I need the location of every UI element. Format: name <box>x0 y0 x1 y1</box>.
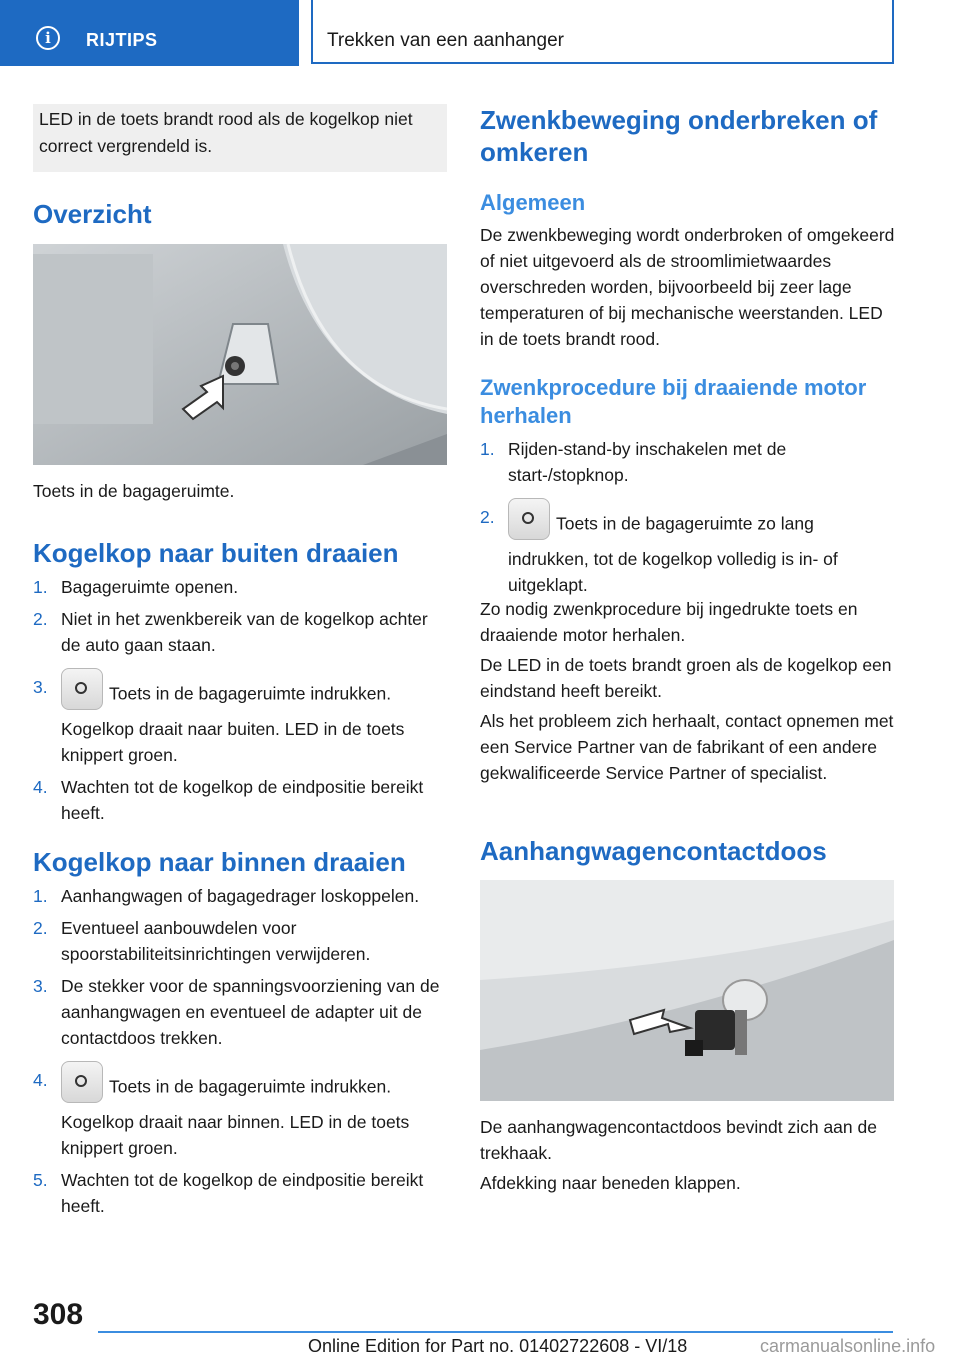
trailer-hitch-button-icon <box>61 1061 103 1103</box>
chapter-label: Trekken van een aanhanger <box>327 30 564 51</box>
heading-contactdoos: Aanhangwagencontactdoos <box>480 836 827 866</box>
heading-overzicht: Overzicht <box>33 199 152 229</box>
steps-repeat <box>480 436 896 604</box>
caption-trunk-button: Toets in de bagageruimte. <box>33 481 235 501</box>
warning-note: LED in de toets brandt rood als de kogelkop niet correct vergrendeld is. <box>33 104 447 172</box>
trunk-button-image <box>33 244 447 465</box>
list-item: 2. Toets in de bagageruimte zo lang indrukken, tot de kogelkop volledig is in- of uitgeklapt. <box>480 494 896 598</box>
heading-algemeen: Algemeen <box>480 190 586 215</box>
list-item: 1. Aanhangwagen of bagagedrager loskoppelen. <box>33 886 420 906</box>
chapter-tab <box>311 0 894 64</box>
list-item: 1. Rijden-stand-by inschakelen met de start-/stopknop. <box>480 439 787 485</box>
list-item: 2. Eventueel aanbouwdelen voor spoorstabiliteitsinrichtingen verwijderen. <box>33 918 371 964</box>
list-item: 3. Toets in de bagageruimte indrukken. Kogelkop draait naar buiten. LED in de toets knippert groen. <box>33 664 447 768</box>
watermark: carmanualsonline.info <box>760 1336 936 1356</box>
list-item: 5. Wachten tot de kogelkop de eindpositie bereikt heeft. <box>33 1170 424 1216</box>
page-header <box>0 0 960 66</box>
socket-p1: De aanhangwagencontactdoos bevindt zich aan de trekhaak. <box>480 1117 877 1163</box>
trailer-hitch-button-icon <box>508 498 550 540</box>
repeat-p3: Als het probleem zich herhaalt, contact opnemen met een Service Partner van de fabrikant of een andere gekwalificeerde Service Partner of specialist. <box>480 711 894 783</box>
heading-kogelkop-buiten: Kogelkop naar buiten draaien <box>33 538 399 568</box>
photo-trunk-button <box>33 244 447 465</box>
list-item: 1. Bagageruimte openen. <box>33 577 239 597</box>
heading-zwenkbeweging: Zwenkbeweging onderbreken of omkeren <box>480 105 878 167</box>
info-icon: i <box>36 26 60 50</box>
trailer-hitch-button-icon <box>61 668 103 710</box>
steps-out <box>33 574 447 832</box>
list-item: 4. Wachten tot de kogelkop de eindpositie bereikt heeft. <box>33 777 424 823</box>
repeat-p2: De LED in de toets brandt groen als de kogelkop een eindstand heeft bereikt. <box>480 655 892 701</box>
photo-trailer-socket <box>480 880 894 1101</box>
section-label: RIJTIPS <box>86 30 158 50</box>
general-text: De zwenkbeweging wordt onderbroken of omgekeerd of niet uitgevoerd als de stroomlimietwaardes overschreden worden, bijvoorbeeld bij zeer lage temperaturen of bij mechanische weerstanden. LED in de toets brandt rood. <box>480 225 895 349</box>
list-item: 3. De stekker voor de spanningsvoorziening van de aanhangwagen en eventueel de adapter uit de contactdoos trekken. <box>33 976 440 1048</box>
page-number: 308 <box>33 1298 84 1331</box>
steps-in <box>33 883 447 1225</box>
heading-zwenkprocedure: Zwenkprocedure bij draaiende motor herhalen <box>480 375 867 428</box>
heading-kogelkop-binnen: Kogelkop naar binnen draaien <box>33 847 406 877</box>
socket-p2: Afdekking naar beneden klappen. <box>480 1173 741 1193</box>
list-item: 2. Niet in het zwenkbereik van de kogelkop achter de auto gaan staan. <box>33 609 428 655</box>
footer-rule <box>98 1331 893 1333</box>
repeat-p1: Zo nodig zwenkprocedure bij ingedrukte toets en draaiende motor herhalen. <box>480 599 858 645</box>
section-tab <box>0 0 299 66</box>
footer-edition: Online Edition for Part no. 01402722608 - VI/18 <box>308 1336 688 1356</box>
list-item: 4. Toets in de bagageruimte indrukken. Kogelkop draait naar binnen. LED in de toets knippert groen. <box>33 1057 447 1161</box>
trailer-socket-image <box>480 880 894 1101</box>
